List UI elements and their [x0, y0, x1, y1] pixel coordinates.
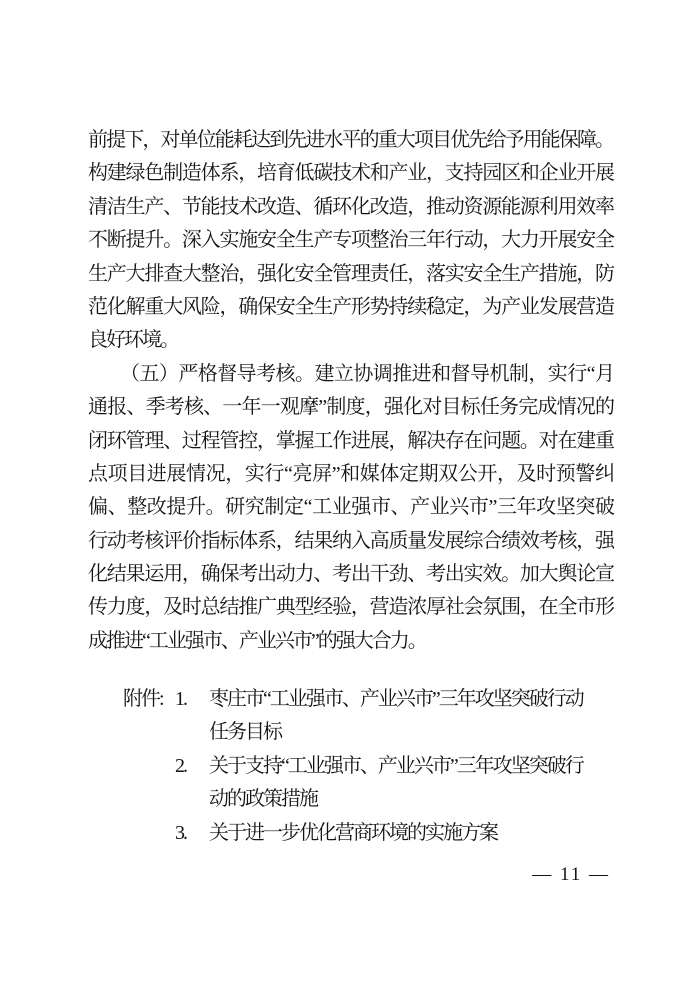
body-line: 成推进“工业强市、产业兴市”的强大合力。	[88, 629, 426, 652]
attachments-label: 附件:	[123, 688, 163, 710]
body-line: 清洁生产、节能技术改造、循环化改造，推动资源能源利用效率	[88, 195, 613, 218]
body-line: 传力度，及时总结推广典型经验，营造浓厚社会氛围，在全市形	[88, 596, 613, 619]
body-text	[88, 124, 613, 658]
attachment-number: 2.	[175, 754, 186, 777]
body-line: 前提下，对单位能耗达到先进水平的重大项目优先给予用能保障。	[88, 129, 613, 151]
attachments-list	[88, 683, 648, 850]
body-line: 范化解重大风险，确保安全生产形势持续稳定，为产业发展营造	[88, 295, 613, 318]
attachments-label-spacer	[123, 750, 175, 817]
body-line: 闭环管理、过程管控，掌握工作进展，解决存在问题。对在建重	[88, 429, 613, 452]
body-line: 化结果运用，确保考出动力、考出干劲、考出实效。加大舆论宣	[88, 563, 613, 586]
body-line: 构建绿色制造体系，培育低碳技术和产业，支持园区和企业开展	[88, 162, 613, 185]
body-line: 通报、季考核、一年一观摩”制度，强化对目标任务完成情况的	[88, 396, 613, 419]
attachment-title: 关于支持“工业强市、产业兴市”三年攻坚突破行 动的政策措施	[209, 754, 583, 811]
attachment-title: 枣庄市“工业强市、产业兴市”三年攻坚突破行动 任务目标	[209, 688, 583, 744]
page-number: — 11 —	[532, 864, 610, 885]
body-line: 点项目进展情况，实行“亮屏”和媒体定期双公开，及时预警纠	[88, 462, 613, 485]
body-line: 偏、整改提升。研究制定“工业强市、产业兴市”三年攻坚突破	[88, 496, 613, 519]
attachment-title: 关于进一步优化营商环境的实施方案	[209, 821, 497, 844]
attachments-label-spacer	[123, 817, 175, 850]
body-line: 生产大排查大整治，强化安全管理责任，落实安全生产措施，防	[88, 262, 613, 285]
attachment-item	[123, 817, 648, 850]
attachment-number: 3.	[175, 821, 186, 844]
body-line: 良好环境。	[88, 329, 178, 352]
attachment-item	[123, 683, 648, 750]
attachment-item	[123, 750, 648, 817]
attachment-number: 1.	[175, 688, 186, 710]
body-line: 行动考核评价指标体系，结果纳入高质量发展综合绩效考核，强	[88, 529, 613, 552]
body-line: （五）严格督导考核。建立协调推进和督导机制，实行“月	[120, 362, 613, 385]
body-line: 不断提升。深入实施安全生产专项整治三年行动，大力开展安全	[88, 229, 613, 252]
